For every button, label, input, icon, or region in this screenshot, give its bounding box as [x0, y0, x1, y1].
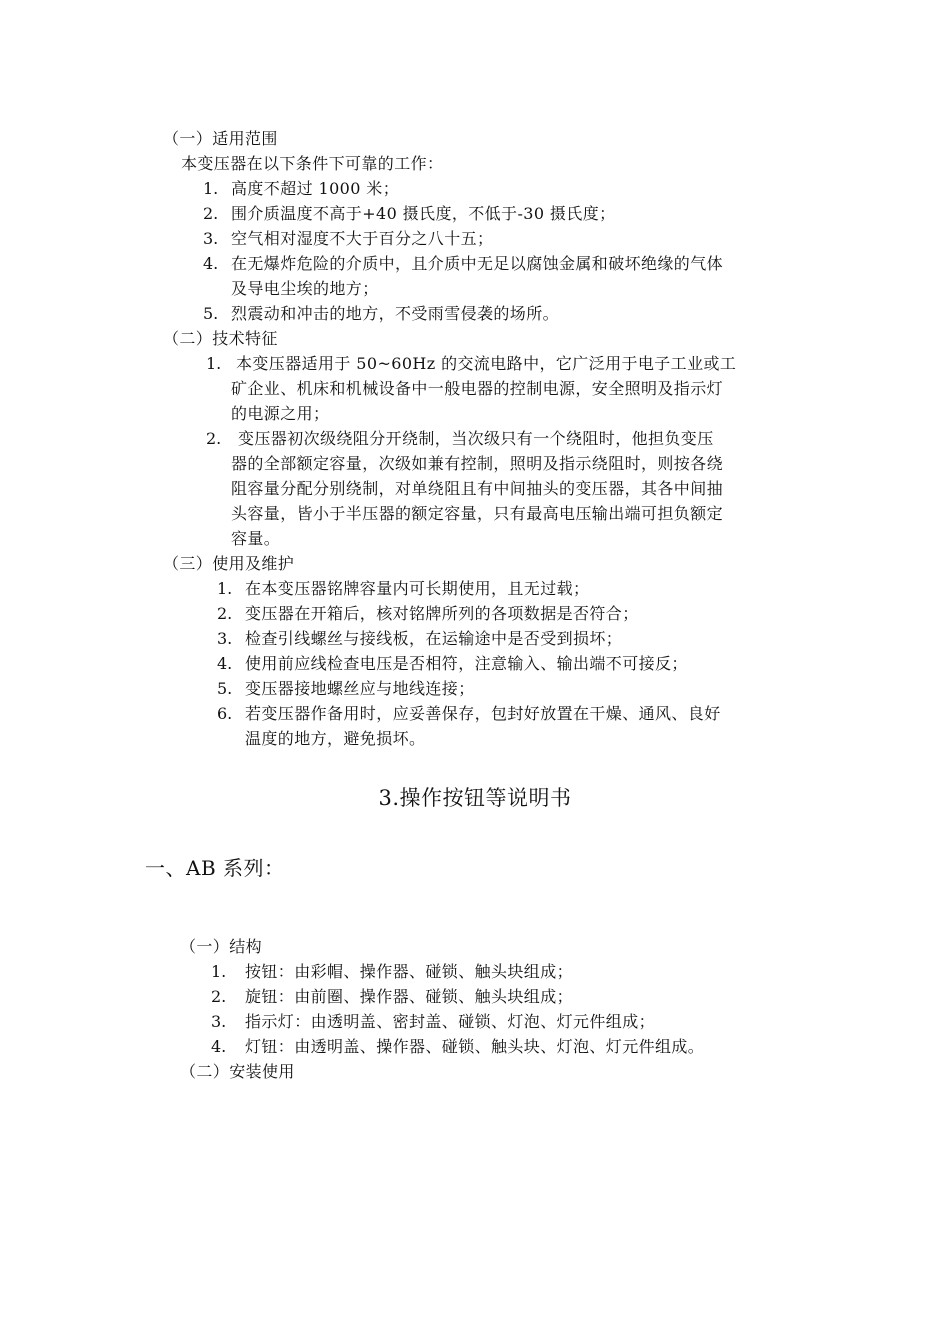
list-item-text: 本变压器适用于 50~60Hz 的交流电路中，它广泛用于电子工业或工: [236, 354, 737, 373]
heading-usage-maintenance: （三）使用及维护: [163, 554, 295, 573]
intro-text: 本变压器在以下条件下可靠的工作：: [181, 154, 444, 173]
list-item-text: 旋钮：由前圈、操作器、碰锁、触头块组成；: [245, 987, 574, 1006]
list-number: 3.: [217, 629, 233, 648]
heading-applicable-range: （一）适用范围: [163, 129, 278, 148]
list-number: 5.: [203, 304, 219, 323]
heading-structure: （一）结构: [180, 937, 263, 956]
list-number: 2.: [211, 987, 227, 1006]
list-item-text-continued: 阻容量分配分别绕制，对单绕阻且有中间抽头的变压器，其各中间抽: [231, 479, 724, 498]
list-number: 2.: [217, 604, 233, 623]
list-item-text: 高度不超过 1000 米；: [231, 179, 400, 198]
list-item-text-continued: 及导电尘埃的地方；: [231, 279, 379, 298]
list-number: 5.: [217, 679, 233, 698]
series-heading: 一、AB 系列：: [145, 856, 285, 880]
list-item-text: 若变压器作备用时，应妥善保存，包封好放置在干燥、通风、良好: [245, 704, 721, 723]
list-item-text: 检查引线螺丝与接线板，在运输途中是否受到损坏；: [245, 629, 623, 648]
list-item-text: 使用前应线检查电压是否相符，注意输入、输出端不可接反；: [245, 654, 688, 673]
list-item-text-continued: 容量。: [231, 529, 281, 548]
list-number: 3.: [203, 229, 219, 248]
section-title: 3.操作按钮等说明书: [378, 786, 572, 810]
list-number: 2.: [206, 429, 222, 448]
list-item-text-continued: 矿企业、机床和机械设备中一般电器的控制电源，安全照明及指示灯: [231, 379, 724, 398]
list-item-text: 烈震动和冲击的地方，不受雨雪侵袭的场所。: [231, 304, 560, 323]
list-item-text: 指示灯：由透明盖、密封盖、碰锁、灯泡、灯元件组成；: [245, 1012, 656, 1031]
list-item-text: 在本变压器铭牌容量内可长期使用，且无过载；: [245, 579, 590, 598]
list-item-text-continued: 的电源之用；: [231, 404, 330, 423]
list-number: 1.: [203, 179, 219, 198]
heading-technical-features: （二）技术特征: [163, 329, 278, 348]
list-item-text-continued: 器的全部额定容量，次级如兼有控制，照明及指示绕阻时，则按各绕: [231, 454, 724, 473]
list-number: 6.: [217, 704, 233, 723]
list-item-text: 空气相对湿度不大于百分之八十五；: [231, 229, 494, 248]
list-number: 2.: [203, 204, 219, 223]
list-number: 1.: [211, 962, 227, 981]
list-item-text: 变压器接地螺丝应与地线连接；: [245, 679, 475, 698]
list-item-text: 变压器初次级绕阻分开绕制，当次级只有一个绕阻时，他担负变压: [238, 429, 714, 448]
list-item-text: 围介质温度不高于+40 摄氏度，不低于-30 摄氏度；: [231, 204, 616, 223]
heading-installation-use: （二）安装使用: [180, 1062, 295, 1081]
list-number: 4.: [211, 1037, 227, 1056]
list-number: 4.: [217, 654, 233, 673]
list-item-text-continued: 头容量，皆小于半压器的额定容量，只有最高电压输出端可担负额定: [231, 504, 724, 523]
list-item-text: 按钮：由彩帽、操作器、碰锁、触头块组成；: [245, 962, 574, 981]
list-number: 1.: [206, 354, 222, 373]
list-item-text: 变压器在开箱后，核对铭牌所列的各项数据是否符合；: [245, 604, 639, 623]
list-number: 3.: [211, 1012, 227, 1031]
list-item-text: 灯钮：由透明盖、操作器、碰锁、触头块、灯泡、灯元件组成。: [245, 1037, 705, 1056]
list-number: 1.: [217, 579, 233, 598]
list-item-text-continued: 温度的地方，避免损坏。: [245, 729, 426, 748]
list-number: 4.: [203, 254, 219, 273]
list-item-text: 在无爆炸危险的介质中，且介质中无足以腐蚀金属和破坏绝缘的气体: [231, 254, 724, 273]
